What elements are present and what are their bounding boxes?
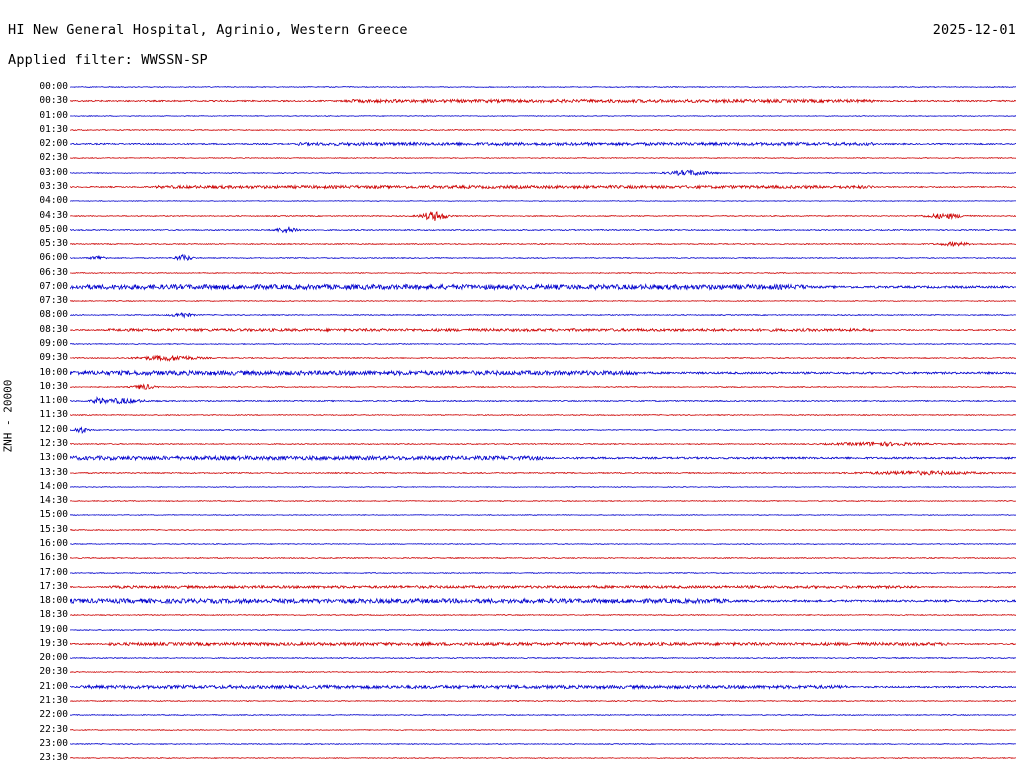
- time-tick-label: 00:30: [39, 95, 68, 107]
- time-tick-label: 11:30: [39, 409, 68, 421]
- time-tick-label: 23:00: [39, 737, 68, 749]
- time-tick-label: 10:30: [39, 380, 68, 392]
- time-tick-label: 17:30: [39, 580, 68, 592]
- time-tick-label: 11:00: [39, 395, 68, 407]
- time-tick-label: 23:30: [39, 752, 68, 764]
- date-label: 2025-12-01: [932, 22, 1016, 38]
- time-tick-label: 04:30: [39, 209, 68, 221]
- time-tick-label: 14:00: [39, 480, 68, 492]
- time-tick-label: 20:30: [39, 666, 68, 678]
- time-tick-label: 15:30: [39, 523, 68, 535]
- time-tick-label: 03:00: [39, 166, 68, 178]
- time-tick-label: 22:30: [39, 723, 68, 735]
- time-tick-label: 06:00: [39, 252, 68, 264]
- time-tick-label: 13:00: [39, 452, 68, 464]
- trace-row: [70, 748, 1016, 768]
- time-tick-label: 19:00: [39, 623, 68, 635]
- filter-label: Applied filter: WWSSN-SP: [8, 52, 208, 68]
- time-tick-label: 09:30: [39, 352, 68, 364]
- time-tick-label: 03:30: [39, 180, 68, 192]
- time-tick-label: 08:30: [39, 323, 68, 335]
- time-tick-label: 16:00: [39, 537, 68, 549]
- time-tick-label: 02:30: [39, 152, 68, 164]
- trace-container: [70, 78, 1016, 778]
- time-tick-label: 05:30: [39, 238, 68, 250]
- time-tick-label: 04:00: [39, 195, 68, 207]
- time-tick-label: 00:00: [39, 81, 68, 92]
- time-tick-label: 21:30: [39, 695, 68, 707]
- time-tick-label: 20:00: [39, 652, 68, 664]
- time-tick-label: 16:30: [39, 552, 68, 564]
- time-tick-label: 18:00: [39, 595, 68, 607]
- time-tick-label: 22:00: [39, 709, 68, 721]
- time-tick-label: 19:30: [39, 637, 68, 649]
- time-tick-label: 14:30: [39, 495, 68, 507]
- time-tick-label: 05:00: [39, 223, 68, 235]
- time-tick-label: 15:00: [39, 509, 68, 521]
- time-tick-label: 08:00: [39, 309, 68, 321]
- time-tick-label: 18:30: [39, 609, 68, 621]
- time-tick-label: 12:00: [39, 423, 68, 435]
- time-tick-label: 09:00: [39, 338, 68, 350]
- time-tick-label: 01:30: [39, 123, 68, 135]
- time-tick-label: 17:00: [39, 566, 68, 578]
- time-tick-label: 10:00: [39, 366, 68, 378]
- time-tick-label: 12:30: [39, 438, 68, 449]
- time-tick-label: 21:00: [39, 680, 68, 692]
- time-tick-label: 13:30: [39, 466, 68, 478]
- y-axis-label: ZNH - 20000: [1, 379, 15, 453]
- time-tick-label: 07:30: [39, 295, 68, 307]
- time-axis-ticks: [22, 78, 68, 778]
- time-tick-label: 06:30: [39, 266, 68, 278]
- time-tick-label: 07:00: [39, 280, 68, 292]
- time-tick-label: 01:00: [39, 109, 68, 121]
- page-title: HI New General Hospital, Agrinio, Western Greece: [8, 22, 408, 38]
- time-tick-label: 02:00: [39, 138, 68, 150]
- chart-header: [0, 0, 1024, 78]
